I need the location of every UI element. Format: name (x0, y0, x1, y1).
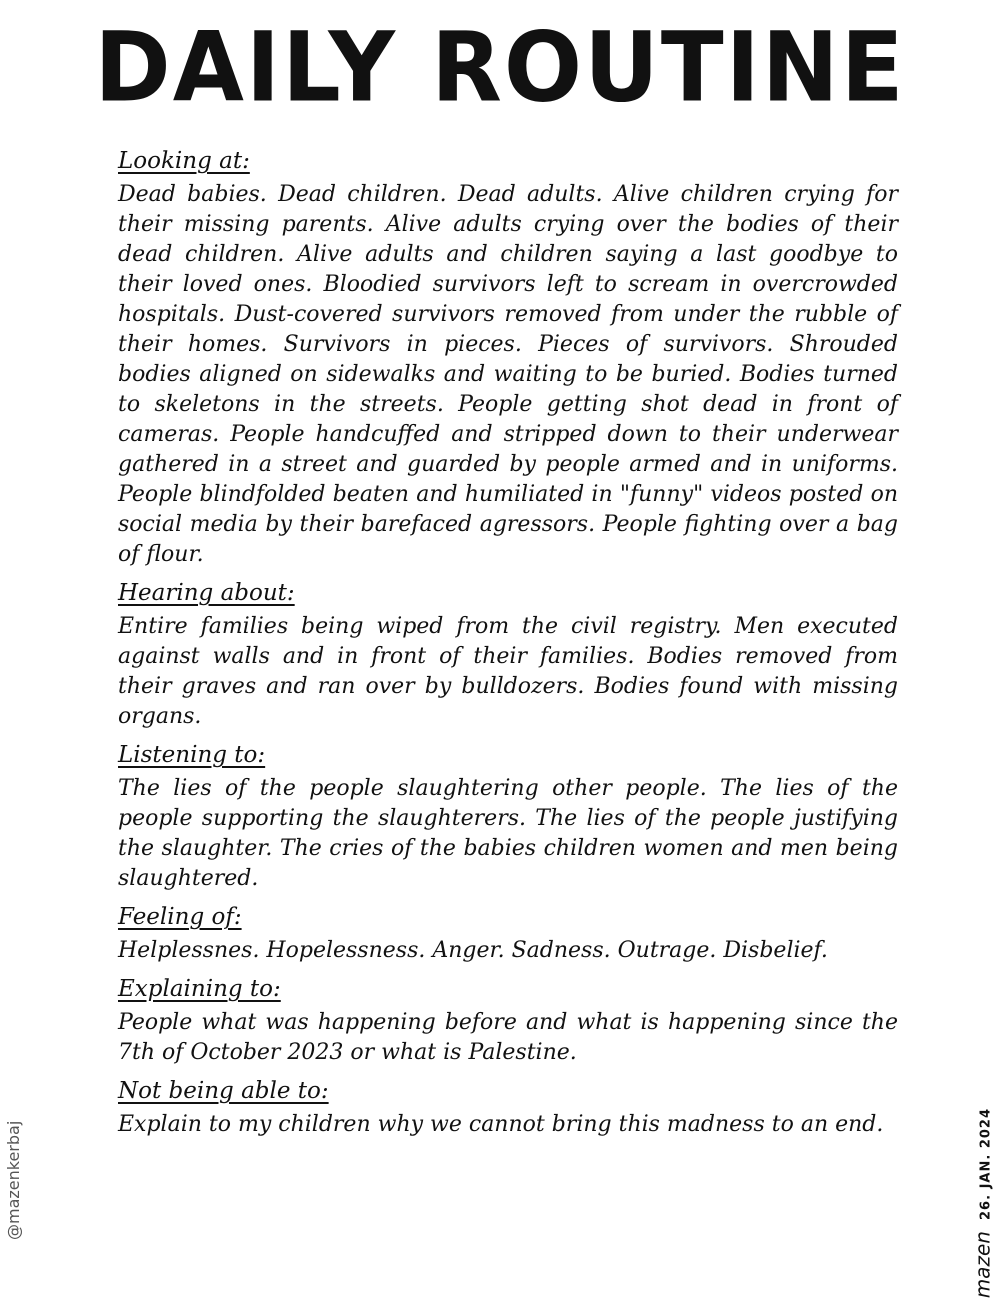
section-heading: Feeling of: (118, 904, 242, 930)
section-heading: Not being able to: (118, 1078, 329, 1104)
author-handle: @mazenkerbaj (4, 1120, 23, 1240)
section-text: Dead babies. Dead children. Dead adults. Alive children crying for their missing parents. Alive adults crying over the bodies of their dead children. Alive adults and children saying a last goodbye to their loved ones. Bloodied survivors left to scream in overcrowded hospitals. Dust-covered survivors removed from under the rubble of their homes. Survivors in pieces. Pieces of survivors. Shrouded bodies aligned on sidewalks and waiting to be buried. Bodies turned to skeletons in the streets. People getting shot dead in front of cameras. People handcuffed and stripped down to their underwear gathered in a street and guarded by people armed and in uniforms. People blindfolded beaten and humiliated in "funny" videos posted on social media by their barefaced agressors. People fighting over a bag of flour. (118, 182, 898, 567)
section-text: People what was happening before and what is happening since the 7th of October 2023 or what is Palestine. (118, 1010, 898, 1065)
journal-body (118, 148, 898, 1150)
section-looking-at (118, 148, 898, 570)
section-text: Helplessnes. Hopelessness. Anger. Sadness. Outrage. Disbelief. (118, 938, 828, 963)
signature (970, 1108, 994, 1298)
section-listening-to (118, 742, 898, 894)
section-explaining-to (118, 976, 898, 1068)
signature-date: 26. JAN. 2024 (978, 1108, 993, 1220)
section-feeling-of (118, 904, 898, 966)
section-text: Entire families being wiped from the civil registry. Men executed against walls and in front of their families. Bodies removed from their graves and ran over by bulldozers. Bodies found with missing organs. (118, 614, 898, 729)
page-title: DAILY ROUTINE (94, 11, 906, 124)
section-heading: Listening to: (118, 742, 266, 768)
section-heading: Explaining to: (118, 976, 281, 1002)
section-text: Explain to my children why we cannot bring this madness to an end. (118, 1112, 884, 1137)
section-not-being-able-to (118, 1078, 898, 1140)
signature-name: mazen (970, 1231, 994, 1298)
section-heading: Hearing about: (118, 580, 295, 606)
section-text: The lies of the people slaughtering other people. The lies of the people supporting the slaughterers. The lies of the people justifying the slaughter. The cries of the babies children women and men being slaughtered. (118, 776, 898, 891)
section-heading: Looking at: (118, 148, 250, 174)
section-hearing-about (118, 580, 898, 732)
